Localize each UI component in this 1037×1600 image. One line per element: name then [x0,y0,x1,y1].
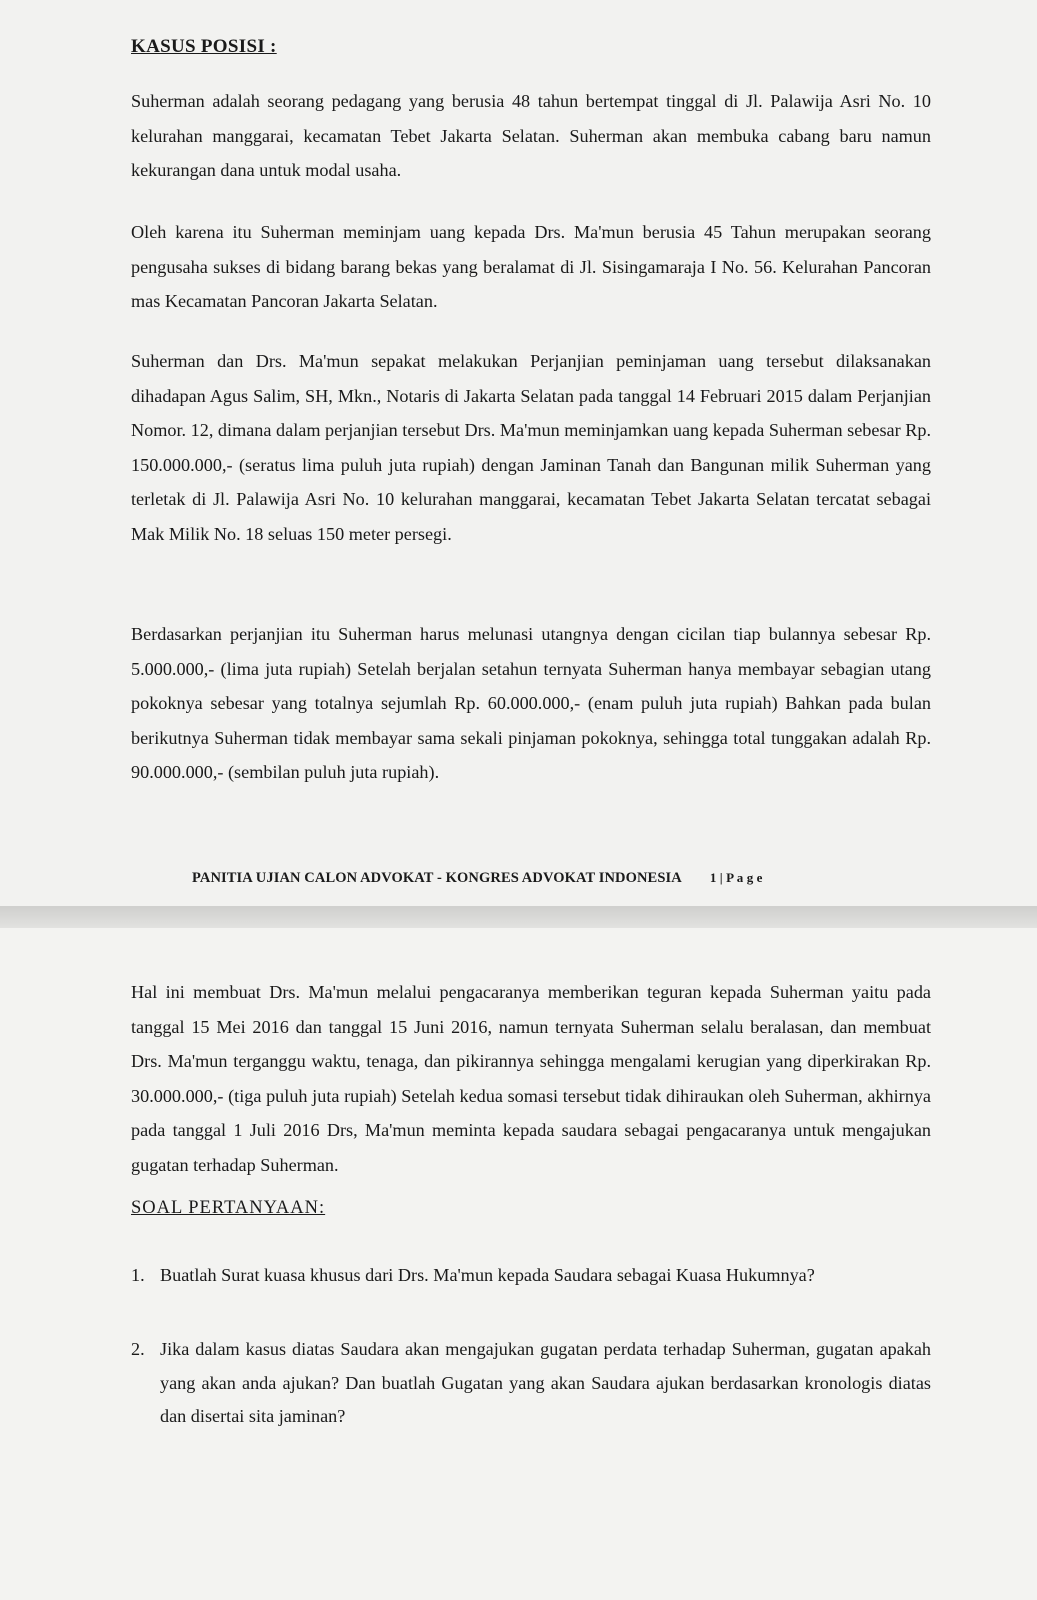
question-2-number: 2. [131,1339,145,1359]
question-1-text: Buatlah Surat kuasa khusus dari Drs. Ma'mun kepada Saudara sebagai Kuasa Hukumnya? [160,1265,815,1285]
heading-kasus-posisi: KASUS POSISI : [131,36,277,57]
paragraph-4: Berdasarkan perjanjian itu Suherman harus melunasi utangnya dengan cicilan tiap bulannya sebesar Rp. 5.000.000,- (lima juta rupiah) Setelah berjalan setahun ternyata Suherman hanya membayar sebagian utang pokoknya sebesar yang totalnya sejumlah Rp. 60.000.000,- (enam puluh juta rupiah) Bahkan pada bulan berikutnya Suherman tidak membayar sama sekali pinjaman pokoknya, sehingga total tunggakan adalah Rp. 90.000.000,- (sembilan puluh juta rupiah). [131,624,931,782]
heading-soal-pertanyaan: SOAL PERTANYAAN: [131,1198,326,1218]
page-footer [192,870,763,887]
page-separator [0,906,1037,928]
footer-text: PANITIA UJIAN CALON ADVOKAT - KONGRES ADVOKAT INDONESIA [192,870,682,886]
document-page-2 [0,928,1037,1600]
paragraph-2: Oleh karena itu Suherman meminjam uang kepada Drs. Ma'mun berusia 45 Tahun merupakan seorang pengusaha sukses di bidang barang bekas yang beralamat di Jl. Sisingamaraja I No. 56. Kelurahan Pancoran mas Kecamatan Pancoran Jakarta Selatan. [131,222,931,311]
question-2-text: Jika dalam kasus diatas Saudara akan mengajukan gugatan perdata terhadap Suherman, gugatan apakah yang akan anda ajukan? Dan buatlah Gugatan yang akan Saudara ajukan berdasarkan kronologis diatas dan disertai sita jaminan? [160,1339,931,1426]
paragraph-5: Hal ini membuat Drs. Ma'mun melalui pengacaranya memberikan teguran kepada Suherman yaitu pada tanggal 15 Mei 2016 dan tanggal 15 Juni 2016, namun ternyata Suherman selalu beralasan, dan membuat Drs. Ma'mun terganggu waktu, tenaga, dan pikirannya sehingga mengalami kerugian yang diperkirakan Rp. 30.000.000,- (tiga puluh juta rupiah) Setelah kedua somasi tersebut tidak dihiraukan oleh Suherman, akhirnya pada tanggal 1 Juli 2016 Drs, Ma'mun meminta kepada saudara sebagai pengacaranya untuk mengajukan gugatan terhadap Suherman. [131,982,931,1175]
question-1-number: 1. [131,1265,145,1285]
paragraph-1: Suherman adalah seorang pedagang yang berusia 48 tahun bertempat tinggal di Jl. Palawija Asri No. 10 kelurahan manggarai, kecamatan Tebet Jakarta Selatan. Suherman akan membuka cabang baru namun kekurangan dana untuk modal usaha. [131,91,931,180]
page-number: 1 | P a g e [709,870,763,885]
paragraph-3: Suherman dan Drs. Ma'mun sepakat melakukan Perjanjian peminjaman uang tersebut dilaksanakan dihadapan Agus Salim, SH, Mkn., Notaris di Jakarta Selatan pada tanggal 14 Februari 2015 dalam Perjanjian Nomor. 12, dimana dalam perjanjian tersebut Drs. Ma'mun meminjamkan uang kepada Suherman sebesar Rp. 150.000.000,- (seratus lima puluh juta rupiah) dengan Jaminan Tanah dan Bangunan milik Suherman yang terletak di Jl. Palawija Asri No. 10 kelurahan manggarai, kecamatan Tebet Jakarta Selatan tercatat sebagai Mak Milik No. 18 seluas 150 meter persegi. [131,351,931,544]
